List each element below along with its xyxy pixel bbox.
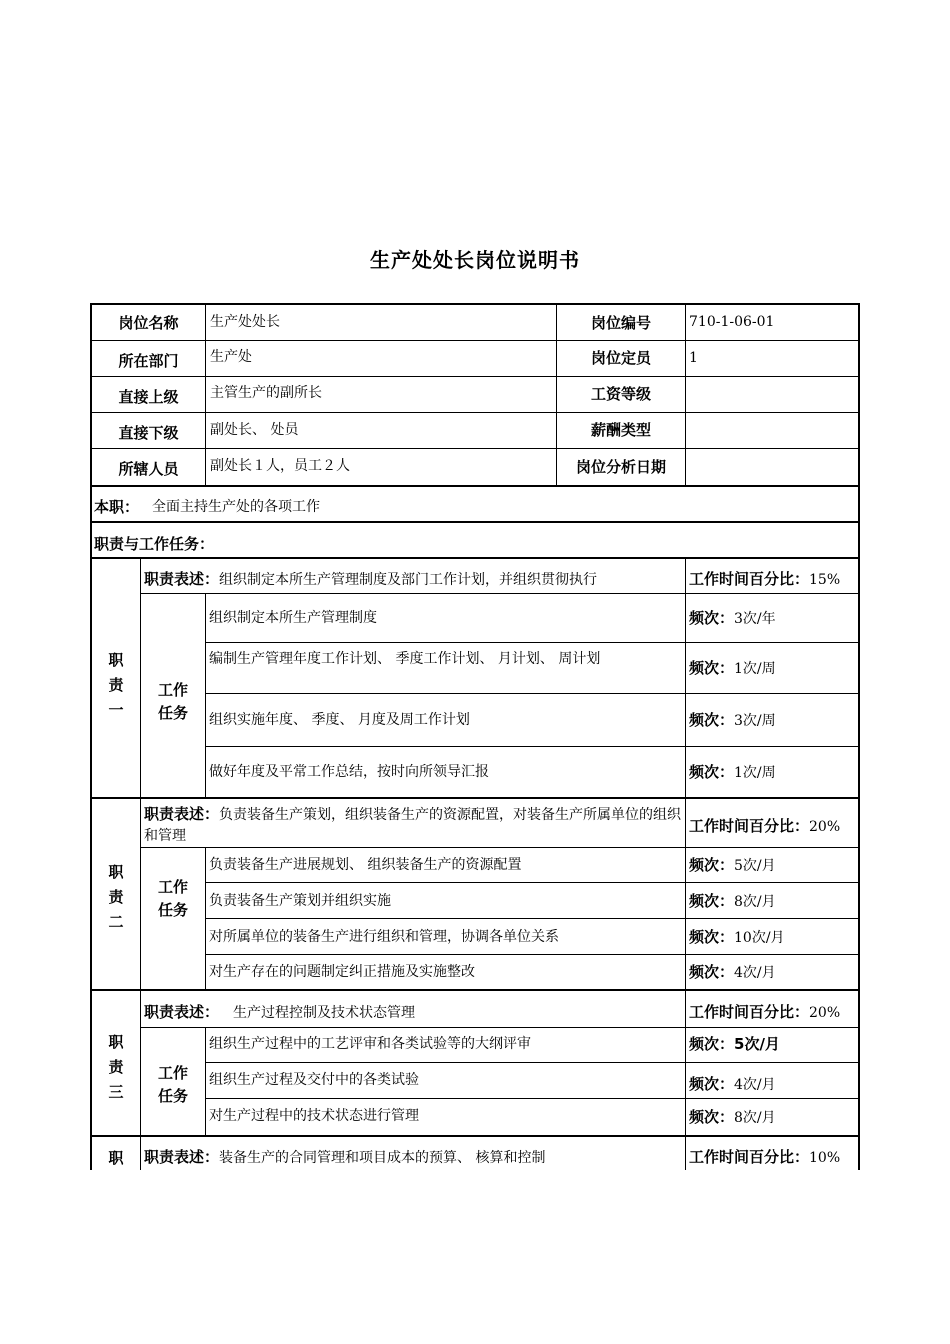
grid-line: [205, 593, 206, 797]
duty-1-tasks-label: 工作 任务: [157, 681, 188, 722]
subordinate-label: 直接下级: [118, 424, 179, 442]
position-name-label: 岗位名称: [118, 314, 179, 332]
duty-2-name: 职 责 二: [108, 863, 124, 931]
duty-4-percent: 工作时间百分比：10%: [689, 1148, 841, 1166]
duty-3-task-2: 组织生产过程及交付中的各类试验: [209, 1072, 419, 1088]
grid-line: [205, 642, 858, 643]
duty-1-task-4: 做好年度及平常工作总结，按时向所领导汇报: [209, 764, 489, 780]
grid-line: [205, 918, 858, 919]
managed-staff-value: 副处长１人，员工２人: [210, 458, 350, 474]
core-duty-text: 全面主持生产处的各项工作: [152, 499, 320, 515]
grid-line: [205, 305, 206, 485]
grid-line: [205, 693, 858, 694]
grid-line: [205, 746, 858, 747]
grid-line: [92, 412, 858, 413]
duty-2-task-3-freq: 频次：10次/月: [689, 928, 785, 946]
duty-1-percent: 工作时间百分比：15%: [689, 570, 841, 588]
grid-line: [92, 376, 858, 377]
duty-2-tasks-label: 工作 任务: [157, 878, 188, 919]
grid-line: [205, 1062, 858, 1063]
superior-label: 直接上级: [118, 388, 179, 406]
duty-2-task-1: 负责装备生产进展规划、 组织装备生产的资源配置: [209, 857, 522, 873]
duty-4-name: 职: [108, 1149, 124, 1167]
duty-2-task-4-freq: 频次：4次/月: [689, 963, 776, 981]
superior-value: 主管生产的副所长: [210, 385, 322, 401]
grid-line: [205, 882, 858, 883]
table-divider: [90, 557, 860, 559]
grid-line: [92, 448, 858, 449]
duty-3-percent: 工作时间百分比：20%: [689, 1003, 841, 1021]
page-title: 生产处处长岗位说明书: [370, 248, 580, 272]
duty-3-task-1-freq: 频次：5次/月: [689, 1035, 780, 1053]
duty-1-task-3-freq: 频次：3次/周: [689, 711, 776, 729]
duty-2-task-1-freq: 频次：5次/月: [689, 856, 776, 874]
grid-line: [205, 1027, 206, 1135]
duty-4-description: 职责表述：装备生产的合同管理和项目成本的预算、 核算和控制: [144, 1148, 546, 1166]
headcount-label: 岗位定员: [590, 349, 651, 367]
core-duty-label: 本职：: [94, 498, 140, 516]
grid-line: [685, 305, 686, 485]
duty-1-task-1: 组织制定本所生产管理制度: [209, 610, 377, 626]
position-name-value: 生产处处长: [210, 314, 280, 330]
grid-line: [140, 1027, 858, 1028]
duties-header: 职责与工作任务：: [94, 535, 215, 553]
table-divider: [90, 485, 860, 487]
duty-1-task-1-freq: 频次：3次/年: [689, 609, 776, 627]
salary-grade-label: 工资等级: [590, 385, 651, 403]
duty-1-task-2-freq: 频次：1次/周: [689, 659, 776, 677]
pay-type-label: 薪酬类型: [590, 421, 651, 439]
duty-1-task-4-freq: 频次：1次/周: [689, 763, 776, 781]
managed-staff-label: 所辖人员: [118, 460, 179, 478]
duty-3-description: 职责表述： 生产过程控制及技术状态管理: [144, 1003, 416, 1021]
duty-1-task-2: 编制生产管理年度工作计划、 季度工作计划、 月计划、 周计划: [209, 651, 601, 667]
position-code-label: 岗位编号: [590, 314, 651, 332]
table-divider: [90, 521, 860, 523]
grid-line: [205, 1098, 858, 1099]
duty-1-description: 职责表述：组织制定本所生产管理制度及部门工作计划，并组织贯彻执行: [144, 570, 598, 588]
duty-2-task-2-freq: 频次：8次/月: [689, 892, 776, 910]
duty-1-name: 职 责 一: [108, 651, 124, 719]
duty-2-task-4: 对生产存在的问题制定纠正措施及实施整改: [209, 964, 475, 980]
table-divider: [90, 989, 860, 991]
duty-2-percent: 工作时间百分比：20%: [689, 817, 841, 835]
subordinate-value: 副处长、 处员: [210, 422, 299, 438]
department-value: 生产处: [210, 349, 252, 365]
table-divider: [90, 1135, 860, 1137]
grid-line: [685, 559, 686, 1170]
grid-line: [205, 954, 858, 955]
duty-2-task-2: 负责装备生产策划并组织实施: [209, 893, 391, 909]
duty-3-task-3: 对生产过程中的技术状态进行管理: [209, 1108, 419, 1124]
table-divider: [90, 797, 860, 799]
grid-line: [140, 593, 858, 594]
duty-2-task-3: 对所属单位的装备生产进行组织和管理，协调各单位关系: [209, 929, 559, 945]
department-label: 所在部门: [118, 352, 179, 370]
analysis-date-label: 岗位分析日期: [575, 458, 666, 476]
duty-3-task-2-freq: 频次：4次/月: [689, 1075, 776, 1093]
position-code-value: 710-1-06-01: [689, 314, 775, 330]
duty-3-tasks-label: 工作 任务: [157, 1064, 188, 1105]
headcount-value: 1: [689, 350, 698, 366]
duty-3-task-1: 组织生产过程中的工艺评审和各类试验等的大纲评审: [209, 1036, 531, 1052]
grid-line: [92, 340, 858, 341]
duty-3-name: 职 责 三: [108, 1033, 124, 1101]
duty-3-task-3-freq: 频次：8次/月: [689, 1108, 776, 1126]
duty-1-task-3: 组织实施年度、 季度、 月度及周工作计划: [209, 712, 470, 728]
grid-line: [140, 847, 858, 848]
duty-2-description: 职责表述：负责装备生产策划，组织装备生产的资源配置，对装备生产所属单位的组织和管理: [144, 805, 682, 844]
